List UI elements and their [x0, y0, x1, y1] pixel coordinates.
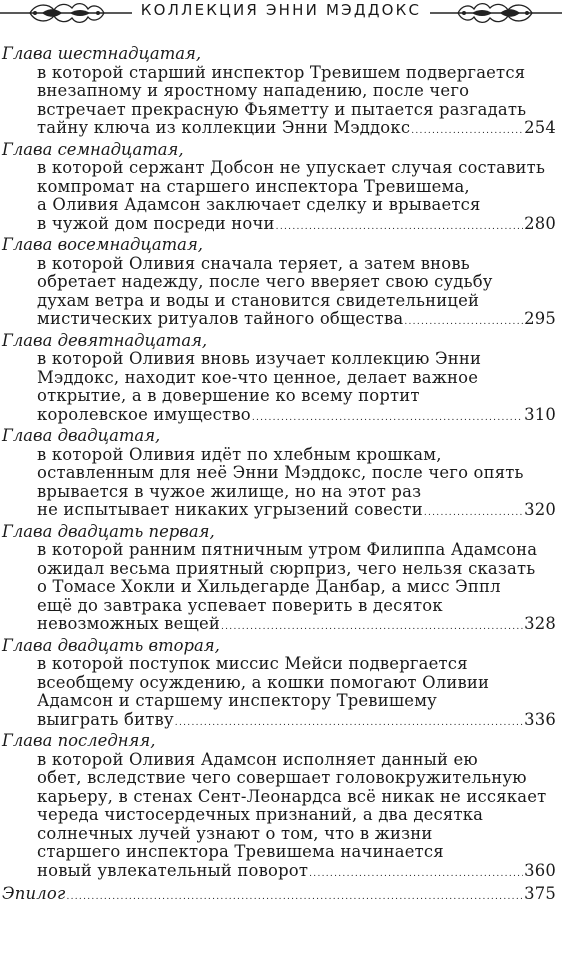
chapter-title: Глава двадцатая, — [2, 426, 161, 445]
chapter-desc-line: врывается в чужое жилище, но на этот раз — [37, 481, 422, 501]
chapter-desc-line: обет, вследствие чего совершает головокружительную — [37, 768, 527, 787]
chapter-title: Глава шестнадцатая, — [2, 44, 202, 63]
chapter-desc-line: ожидал весьма приятный сюрприз, чего нельзя сказать — [37, 558, 536, 578]
chapter-desc-line: невозможных вещей — [37, 614, 220, 633]
chapter-desc-line: духам ветра и воды и становится свидетельницей — [37, 290, 480, 310]
page-number: 360 — [524, 860, 556, 880]
chapter-desc-line: Адамсон и старшему инспектору Тревишему — [37, 691, 437, 710]
chapter-last-line — [0, 615, 556, 637]
page-number: 320 — [524, 500, 556, 519]
right-ornament-icon — [430, 0, 562, 26]
chapter-last-line — [0, 310, 556, 332]
toc-entry-epilogue[interactable] — [0, 885, 556, 907]
page-number: 295 — [524, 309, 556, 328]
chapter-desc-line: в которой Оливия Адамсон исполняет данный ею — [37, 749, 478, 769]
chapter-desc-line: в чужой дом посреди ночи — [37, 213, 275, 233]
dot-leader — [309, 865, 523, 884]
running-header — [0, 0, 562, 26]
chapter-desc-line: королевское имущество — [37, 404, 251, 424]
toc-entry-chapter-16[interactable] — [0, 45, 556, 141]
page-number: 336 — [524, 709, 556, 729]
chapter-desc-line: старшего инспектора Тревишема начинается — [37, 842, 444, 861]
chapter-desc-line: не испытывает никаких угрызений совести — [37, 500, 423, 519]
chapter-desc-line: оставленным для неё Энни Мэддокс, после чего опять — [37, 463, 524, 482]
chapter-title: Глава двадцать первая, — [2, 521, 215, 541]
chapter-desc-line: о Томасе Хокли и Хильдегарде Данбар, а мисс Эппл — [37, 577, 501, 596]
chapter-desc-line: в которой Оливия вновь изучает коллекцию Энни — [37, 349, 482, 368]
toc-entry-chapter-22[interactable] — [0, 637, 556, 733]
chapter-last-line — [0, 406, 556, 428]
chapter-desc-line: встречает прекрасную Фьяметту и пытается разгадать — [37, 99, 527, 119]
dot-leader — [276, 218, 523, 237]
chapter-title: Глава семнадцатая, — [2, 139, 184, 159]
chapter-desc-line: тайну ключа из коллекции Энни Мэддокс — [37, 118, 411, 137]
chapter-desc-line: в которой Оливия идёт по хлебным крошкам, — [37, 444, 442, 464]
chapter-desc-line: обретает надежду, после чего вверяет свою судьбу — [37, 272, 493, 291]
chapter-desc-line: Мэддокс, находит кое-что ценное, делает важное — [37, 367, 479, 387]
chapter-last-line — [0, 119, 556, 141]
page-number: 328 — [524, 614, 556, 633]
chapter-desc-line: в которой старший инспектор Тревишем подвергается — [37, 62, 526, 82]
toc-entry-chapter-last[interactable] — [0, 732, 556, 883]
chapter-desc-line: всеобщему осуждению, а кошки помогают Оливии — [37, 672, 490, 692]
dot-leader — [66, 888, 523, 907]
chapter-title: Глава восемнадцатая, — [2, 235, 204, 254]
chapter-desc-line: в которой ранним пятничным утром Филиппа Адамсона — [37, 540, 538, 559]
toc-entry-chapter-19[interactable] — [0, 332, 556, 428]
page-number: 254 — [524, 118, 556, 137]
chapter-desc-line: карьеру, в стенах Сент-Леонардса всё никак не иссякает — [37, 786, 547, 806]
dot-leader — [404, 313, 523, 332]
chapter-title: Глава последняя, — [2, 731, 156, 750]
epilogue-title: Эпилог — [2, 884, 66, 903]
page-number: 280 — [524, 213, 556, 233]
chapter-desc-line: солнечных лучей узнают о том, что в жизни — [37, 823, 433, 843]
chapter-desc-line: в которой поступок миссис Мейси подвергается — [37, 654, 468, 673]
chapter-title: Глава девятнадцатая, — [2, 330, 208, 350]
dot-leader — [411, 122, 523, 141]
chapter-title: Глава двадцать вторая, — [2, 635, 220, 655]
toc-entry-chapter-20[interactable] — [0, 427, 556, 523]
dot-leader — [221, 618, 523, 637]
chapter-desc-line: внезапному и яростному нападению, после чего — [37, 81, 470, 100]
toc-entry-chapter-17[interactable] — [0, 141, 556, 237]
chapter-last-line — [0, 862, 556, 884]
chapter-last-line — [0, 501, 556, 523]
dot-leader — [252, 409, 523, 428]
chapter-desc-line: череда чистосердечных признаний, а два десятка — [37, 805, 484, 824]
dot-leader — [175, 714, 523, 733]
page-number: 310 — [524, 404, 556, 424]
chapter-desc-line: а Оливия Адамсон заключает сделку и врывается — [37, 195, 481, 214]
table-of-contents — [0, 45, 556, 907]
chapter-desc-line: компромат на старшего инспектора Тревишема, — [37, 176, 470, 196]
chapter-desc-line: мистических ритуалов тайного общества — [37, 309, 404, 328]
chapter-desc-line: новый увлекательный поворот — [37, 860, 309, 880]
chapter-desc-line: в которой Оливия сначала теряет, а затем вновь — [37, 253, 470, 273]
page-number: 375 — [524, 884, 556, 903]
chapter-desc-line: ещё до завтрака успевает поверить в десяток — [37, 595, 443, 615]
chapter-desc-line: открытие, а в довершение ко всему портит — [37, 386, 420, 405]
chapter-last-line — [0, 711, 556, 733]
toc-entry-chapter-21[interactable] — [0, 523, 556, 637]
chapter-desc-line: в которой сержант Добсон не упускает случая составить — [37, 158, 546, 177]
dot-leader — [424, 504, 523, 523]
chapter-desc-line: выиграть битву — [37, 709, 174, 729]
chapter-last-line — [0, 215, 556, 237]
toc-entry-chapter-18[interactable] — [0, 236, 556, 332]
book-title: КОЛЛЕКЦИЯ ЭННИ МЭДДОКС — [140, 1, 422, 19]
